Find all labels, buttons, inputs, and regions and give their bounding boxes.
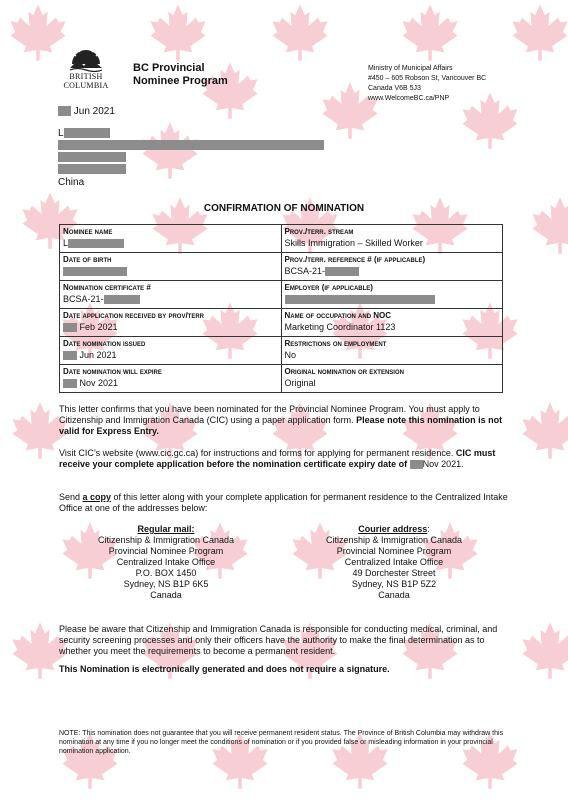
received-cell: Date application received by prov/terr Feb 2021 [60, 309, 282, 337]
redaction [410, 460, 423, 469]
maple-leaf-icon [520, 400, 568, 460]
redaction [64, 128, 110, 138]
regular-mail-address: Regular mail: Citizenship & Immigration Canada Provincial Nominee Program Centralized Intake Office P.O. BOX 1450 Sydney, NS B1P 6K5 Canada [97, 524, 235, 600]
redaction [104, 295, 140, 304]
nominee-name-cell: Nominee name L [60, 225, 282, 253]
redaction [58, 106, 71, 116]
redaction [63, 379, 77, 388]
issued-cell: Date nomination issued Jun 2021 [60, 337, 282, 365]
maple-leaf-icon [400, 2, 460, 62]
program-name: BC Provincial Nominee Program [133, 62, 228, 87]
ministry-address: Ministry of Municipal Affairs #450 – 605 Robson St, Vancouver BC Canada V6B 5J3 www.WelcomeBC.ca/PNP [368, 65, 487, 102]
letter-date: Jun 2021 [58, 106, 115, 117]
redaction [63, 267, 127, 276]
paragraph-send-copy: Send a copy of this letter along with your complete application for permanent residence to the Centralized Intake Office at one of the addresses below: [59, 492, 508, 513]
redaction [58, 164, 126, 174]
bc-sun-mountain-icon [68, 44, 104, 72]
document-title: CONFIRMATION OF NOMINATION [203, 203, 365, 214]
employer-cell: Employer (if applicable) [281, 281, 503, 309]
maple-leaf-icon [148, 2, 208, 62]
original-cell: Original nomination or extension Original [281, 365, 503, 393]
address-country: China [58, 177, 85, 188]
dob-cell: Date of birth [60, 253, 282, 281]
paragraph-cic-website: Visit CIC’s website (www.cic.gc.ca) for instructions and forms for applying for permanent residence. CIC must receive your complete application before the nomination certificate expiry date of Nov 2021. [59, 448, 496, 469]
certificate-cell: Nomination certificate # BCSA-21- [60, 281, 282, 309]
maple-leaf-icon [270, 2, 330, 62]
reference-cell: Prov./terr. reference # (if applicable) BCSA-21- [281, 253, 503, 281]
redaction [325, 267, 359, 276]
recipient-address: L China [58, 128, 324, 189]
maple-leaf-icon [510, 2, 568, 62]
stream-cell: Prov./terr. stream Skills Immigration – Skilled Worker [281, 225, 503, 253]
redaction [63, 323, 77, 332]
paragraph-confirmation: This letter confirms that you have been nominated for the Provincial Nominee Program. You must apply to Citizenship and Immigration Canada (CIC) using a paper application form. Please note this nomination is not valid for Express Entry. [59, 404, 503, 436]
expire-cell: Date nomination will expire Nov 2021 [60, 365, 282, 393]
logo-text: BRITISH COLUMBIA [63, 72, 109, 90]
nomination-table [59, 224, 503, 393]
redaction [63, 351, 77, 360]
occupation-cell: Name of occupation and NOC Marketing Coordinator 1123 [281, 309, 503, 337]
redaction [58, 140, 324, 150]
courier-address: Courier address: Citizenship & Immigration Canada Provincial Nominee Program Centralized Intake Office 49 Dorchester Street Sydney, NS B1P 5Z2 Canada [325, 524, 463, 600]
paragraph-screening: Please be aware that Citizenship and Immigration Canada is responsible for conducting medical, criminal, and security screening processes and only their officers have the authority to make the final determination as to whether you meet the requirements to become a permanent resident. [59, 624, 498, 656]
paragraph-electronic: This Nomination is electronically generated and does not require a signature. [59, 664, 390, 674]
restrictions-cell: Restrictions on employment No [281, 337, 503, 365]
footer-note: NOTE: This nomination does not guarantee that you will receive permanent resident status. The Province of British Columbia may withdraw this nomination at any time if you no longer meet the conditions of nomination or if you provided false or misleading information in your provincial nomination application. [59, 730, 504, 755]
maple-leaf-icon [520, 620, 568, 680]
redaction [68, 239, 124, 248]
redaction [285, 295, 435, 304]
redaction [58, 152, 126, 162]
bc-logo [56, 44, 116, 94]
